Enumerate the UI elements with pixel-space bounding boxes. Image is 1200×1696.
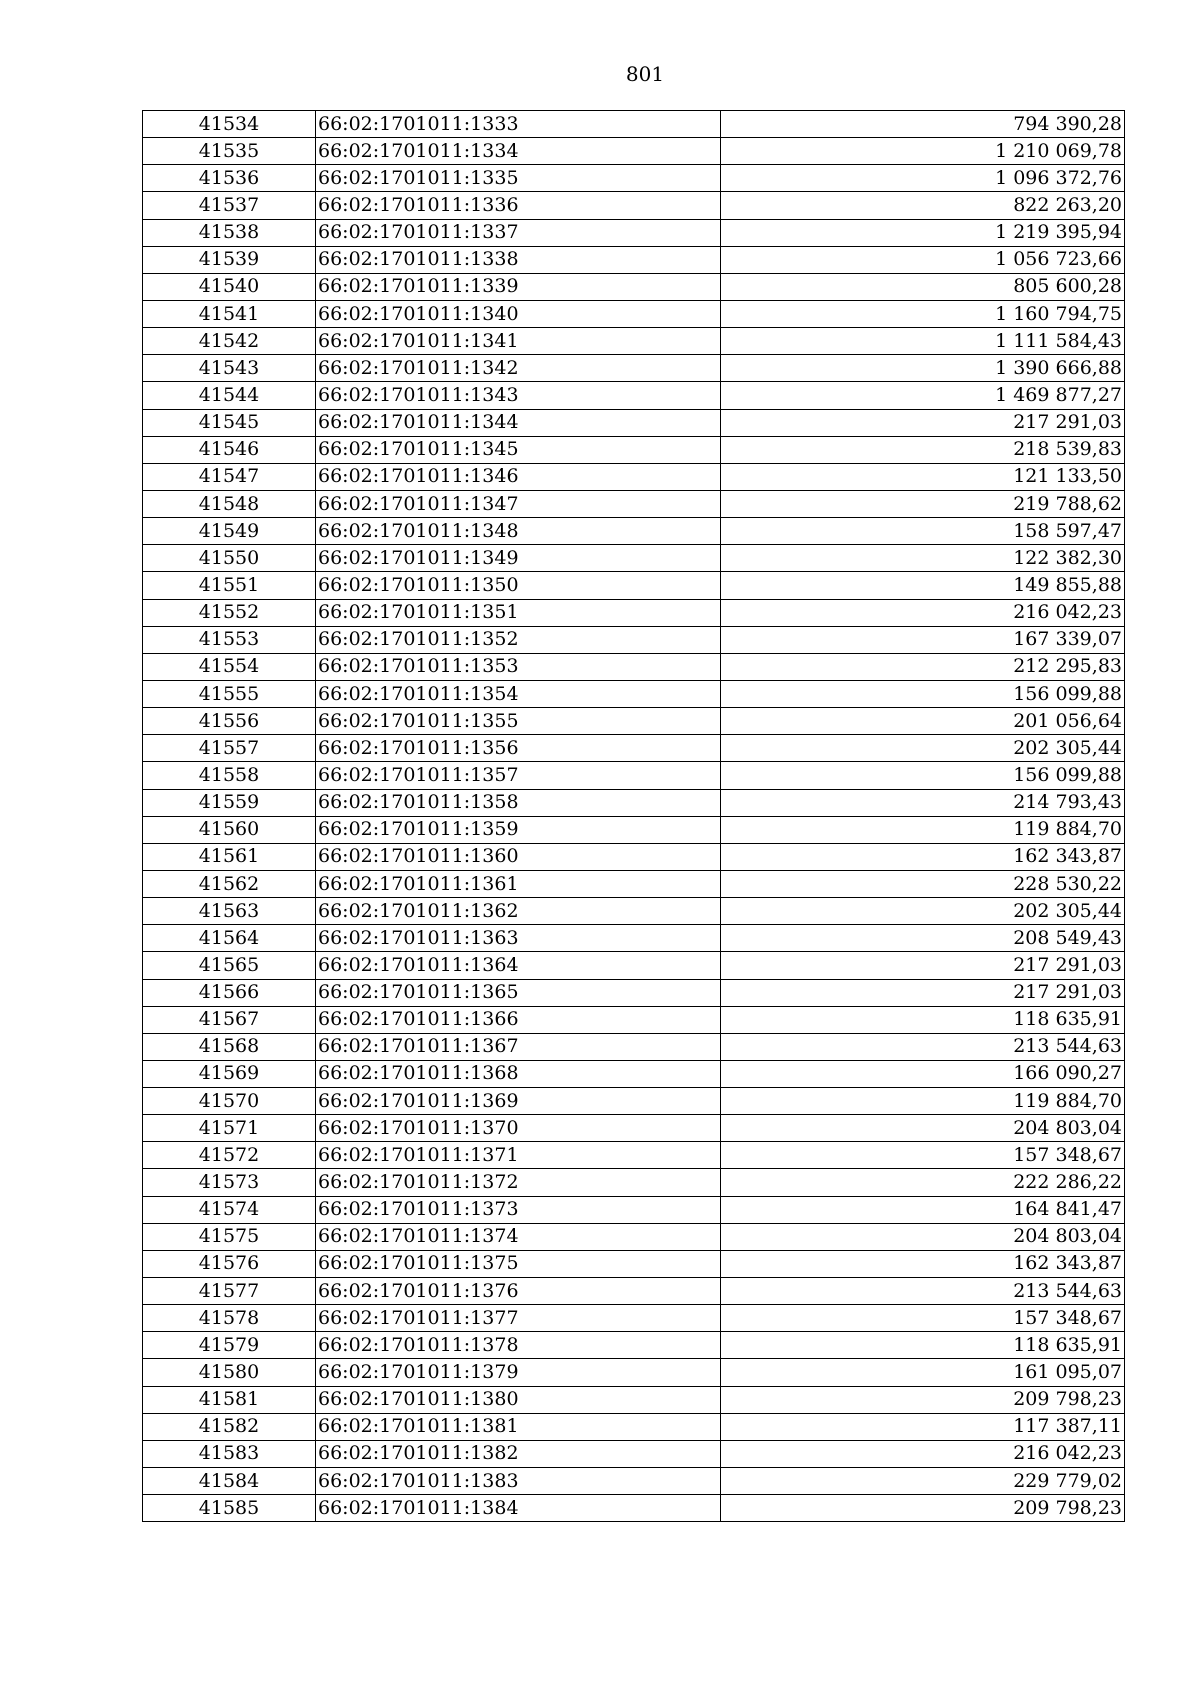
row-number-cell: 41568 xyxy=(143,1033,316,1060)
table-row xyxy=(143,1468,1125,1495)
cadastral-value-cell: 1 390 666,88 xyxy=(721,355,1125,382)
row-number-cell: 41576 xyxy=(143,1250,316,1277)
table-row xyxy=(143,952,1125,979)
cadastral-number-cell: 66:02:1701011:1346 xyxy=(316,463,721,490)
cadastral-number-cell: 66:02:1701011:1336 xyxy=(316,192,721,219)
cadastral-number-cell: 66:02:1701011:1371 xyxy=(316,1142,721,1169)
row-number-cell: 41574 xyxy=(143,1196,316,1223)
row-number-cell: 41583 xyxy=(143,1440,316,1467)
cadastral-value-cell: 119 884,70 xyxy=(721,816,1125,843)
row-number-cell: 41538 xyxy=(143,219,316,246)
row-number-cell: 41571 xyxy=(143,1115,316,1142)
row-number-cell: 41545 xyxy=(143,409,316,436)
row-number-cell: 41535 xyxy=(143,138,316,165)
cadastral-number-cell: 66:02:1701011:1383 xyxy=(316,1468,721,1495)
table-row xyxy=(143,789,1125,816)
cadastral-value-cell: 162 343,87 xyxy=(721,1250,1125,1277)
table-row xyxy=(143,463,1125,490)
table-row xyxy=(143,192,1125,219)
row-number-cell: 41549 xyxy=(143,518,316,545)
cadastral-value-cell: 1 096 372,76 xyxy=(721,165,1125,192)
cadastral-value-cell: 219 788,62 xyxy=(721,490,1125,517)
cadastral-value-cell: 157 348,67 xyxy=(721,1305,1125,1332)
cadastral-value-cell: 217 291,03 xyxy=(721,979,1125,1006)
cadastral-number-cell: 66:02:1701011:1380 xyxy=(316,1386,721,1413)
table-row xyxy=(143,653,1125,680)
table-row xyxy=(143,1088,1125,1115)
row-number-cell: 41550 xyxy=(143,545,316,572)
row-number-cell: 41543 xyxy=(143,355,316,382)
cadastral-number-cell: 66:02:1701011:1382 xyxy=(316,1440,721,1467)
table-row xyxy=(143,436,1125,463)
row-number-cell: 41567 xyxy=(143,1006,316,1033)
row-number-cell: 41565 xyxy=(143,952,316,979)
table-row xyxy=(143,490,1125,517)
table-row xyxy=(143,1142,1125,1169)
table-row xyxy=(143,382,1125,409)
cadastral-value-cell: 167 339,07 xyxy=(721,626,1125,653)
cadastral-number-cell: 66:02:1701011:1351 xyxy=(316,599,721,626)
cadastral-value-cell: 822 263,20 xyxy=(721,192,1125,219)
row-number-cell: 41577 xyxy=(143,1278,316,1305)
table-row xyxy=(143,680,1125,707)
row-number-cell: 41561 xyxy=(143,843,316,870)
table-row xyxy=(143,273,1125,300)
table-row xyxy=(143,572,1125,599)
row-number-cell: 41584 xyxy=(143,1468,316,1495)
cadastral-number-cell: 66:02:1701011:1375 xyxy=(316,1250,721,1277)
cadastral-value-cell: 166 090,27 xyxy=(721,1060,1125,1087)
cadastral-value-cell: 216 042,23 xyxy=(721,1440,1125,1467)
cadastral-number-cell: 66:02:1701011:1379 xyxy=(316,1359,721,1386)
row-number-cell: 41552 xyxy=(143,599,316,626)
row-number-cell: 41540 xyxy=(143,273,316,300)
cadastral-number-cell: 66:02:1701011:1348 xyxy=(316,518,721,545)
cadastral-value-cell: 208 549,43 xyxy=(721,925,1125,952)
cadastral-value-cell: 157 348,67 xyxy=(721,1142,1125,1169)
row-number-cell: 41580 xyxy=(143,1359,316,1386)
row-number-cell: 41541 xyxy=(143,300,316,327)
table-row xyxy=(143,355,1125,382)
cadastral-value-cell: 216 042,23 xyxy=(721,599,1125,626)
cadastral-number-cell: 66:02:1701011:1340 xyxy=(316,300,721,327)
table-row xyxy=(143,1359,1125,1386)
table-row xyxy=(143,1006,1125,1033)
cadastral-value-cell: 119 884,70 xyxy=(721,1088,1125,1115)
cadastral-number-cell: 66:02:1701011:1357 xyxy=(316,762,721,789)
row-number-cell: 41564 xyxy=(143,925,316,952)
table-row xyxy=(143,1033,1125,1060)
page-number: 801 xyxy=(625,62,665,86)
cadastral-value-cell: 217 291,03 xyxy=(721,409,1125,436)
cadastral-number-cell: 66:02:1701011:1366 xyxy=(316,1006,721,1033)
cadastral-value-cell: 209 798,23 xyxy=(721,1386,1125,1413)
row-number-cell: 41566 xyxy=(143,979,316,1006)
row-number-cell: 41553 xyxy=(143,626,316,653)
cadastral-number-cell: 66:02:1701011:1343 xyxy=(316,382,721,409)
cadastral-value-table xyxy=(142,110,1125,1522)
table-row xyxy=(143,246,1125,273)
table-row xyxy=(143,545,1125,572)
cadastral-value-cell: 212 295,83 xyxy=(721,653,1125,680)
row-number-cell: 41544 xyxy=(143,382,316,409)
table-row xyxy=(143,1250,1125,1277)
row-number-cell: 41582 xyxy=(143,1413,316,1440)
table-row xyxy=(143,925,1125,952)
cadastral-value-cell: 213 544,63 xyxy=(721,1033,1125,1060)
row-number-cell: 41554 xyxy=(143,653,316,680)
row-number-cell: 41569 xyxy=(143,1060,316,1087)
cadastral-number-cell: 66:02:1701011:1358 xyxy=(316,789,721,816)
cadastral-number-cell: 66:02:1701011:1338 xyxy=(316,246,721,273)
cadastral-number-cell: 66:02:1701011:1345 xyxy=(316,436,721,463)
row-number-cell: 41579 xyxy=(143,1332,316,1359)
cadastral-number-cell: 66:02:1701011:1350 xyxy=(316,572,721,599)
table-row xyxy=(143,1386,1125,1413)
row-number-cell: 41573 xyxy=(143,1169,316,1196)
cadastral-value-cell: 202 305,44 xyxy=(721,735,1125,762)
row-number-cell: 41555 xyxy=(143,680,316,707)
cadastral-number-cell: 66:02:1701011:1342 xyxy=(316,355,721,382)
cadastral-value-cell: 158 597,47 xyxy=(721,518,1125,545)
table-row xyxy=(143,626,1125,653)
cadastral-number-cell: 66:02:1701011:1359 xyxy=(316,816,721,843)
cadastral-value-cell: 201 056,64 xyxy=(721,708,1125,735)
row-number-cell: 41562 xyxy=(143,870,316,897)
cadastral-value-cell: 1 210 069,78 xyxy=(721,138,1125,165)
table-row xyxy=(143,1440,1125,1467)
row-number-cell: 41556 xyxy=(143,708,316,735)
table-row xyxy=(143,870,1125,897)
row-number-cell: 41547 xyxy=(143,463,316,490)
cadastral-number-cell: 66:02:1701011:1361 xyxy=(316,870,721,897)
table-row xyxy=(143,328,1125,355)
table-row xyxy=(143,1495,1125,1522)
cadastral-value-cell: 156 099,88 xyxy=(721,762,1125,789)
cadastral-number-cell: 66:02:1701011:1353 xyxy=(316,653,721,680)
cadastral-value-cell: 121 133,50 xyxy=(721,463,1125,490)
row-number-cell: 41570 xyxy=(143,1088,316,1115)
table-row xyxy=(143,979,1125,1006)
row-number-cell: 41551 xyxy=(143,572,316,599)
row-number-cell: 41539 xyxy=(143,246,316,273)
cadastral-number-cell: 66:02:1701011:1370 xyxy=(316,1115,721,1142)
table-row xyxy=(143,1115,1125,1142)
cadastral-number-cell: 66:02:1701011:1372 xyxy=(316,1169,721,1196)
cadastral-number-cell: 66:02:1701011:1360 xyxy=(316,843,721,870)
cadastral-value-cell: 214 793,43 xyxy=(721,789,1125,816)
row-number-cell: 41572 xyxy=(143,1142,316,1169)
row-number-cell: 41559 xyxy=(143,789,316,816)
row-number-cell: 41558 xyxy=(143,762,316,789)
cadastral-number-cell: 66:02:1701011:1377 xyxy=(316,1305,721,1332)
cadastral-value-cell: 222 286,22 xyxy=(721,1169,1125,1196)
cadastral-number-cell: 66:02:1701011:1341 xyxy=(316,328,721,355)
table-row xyxy=(143,735,1125,762)
table-row xyxy=(143,1169,1125,1196)
cadastral-value-cell: 218 539,83 xyxy=(721,436,1125,463)
cadastral-value-cell: 149 855,88 xyxy=(721,572,1125,599)
cadastral-value-cell: 1 056 723,66 xyxy=(721,246,1125,273)
cadastral-number-cell: 66:02:1701011:1373 xyxy=(316,1196,721,1223)
table-row xyxy=(143,1332,1125,1359)
row-number-cell: 41546 xyxy=(143,436,316,463)
cadastral-value-cell: 118 635,91 xyxy=(721,1332,1125,1359)
table-row xyxy=(143,843,1125,870)
cadastral-value-cell: 202 305,44 xyxy=(721,898,1125,925)
table-row xyxy=(143,409,1125,436)
cadastral-number-cell: 66:02:1701011:1335 xyxy=(316,165,721,192)
cadastral-value-cell: 204 803,04 xyxy=(721,1223,1125,1250)
cadastral-number-cell: 66:02:1701011:1333 xyxy=(316,111,721,138)
table-row xyxy=(143,518,1125,545)
cadastral-number-cell: 66:02:1701011:1352 xyxy=(316,626,721,653)
row-number-cell: 41548 xyxy=(143,490,316,517)
cadastral-value-cell: 805 600,28 xyxy=(721,273,1125,300)
cadastral-value-cell: 1 219 395,94 xyxy=(721,219,1125,246)
table-row xyxy=(143,708,1125,735)
row-number-cell: 41563 xyxy=(143,898,316,925)
table-row xyxy=(143,1060,1125,1087)
cadastral-value-cell: 209 798,23 xyxy=(721,1495,1125,1522)
cadastral-number-cell: 66:02:1701011:1347 xyxy=(316,490,721,517)
cadastral-value-cell: 118 635,91 xyxy=(721,1006,1125,1033)
table-row xyxy=(143,599,1125,626)
cadastral-number-cell: 66:02:1701011:1344 xyxy=(316,409,721,436)
cadastral-value-cell: 228 530,22 xyxy=(721,870,1125,897)
cadastral-value-cell: 1 160 794,75 xyxy=(721,300,1125,327)
table-row xyxy=(143,111,1125,138)
cadastral-number-cell: 66:02:1701011:1349 xyxy=(316,545,721,572)
cadastral-number-cell: 66:02:1701011:1376 xyxy=(316,1278,721,1305)
cadastral-number-cell: 66:02:1701011:1339 xyxy=(316,273,721,300)
cadastral-number-cell: 66:02:1701011:1368 xyxy=(316,1060,721,1087)
row-number-cell: 41575 xyxy=(143,1223,316,1250)
cadastral-number-cell: 66:02:1701011:1337 xyxy=(316,219,721,246)
table-row xyxy=(143,1278,1125,1305)
cadastral-value-cell: 122 382,30 xyxy=(721,545,1125,572)
row-number-cell: 41585 xyxy=(143,1495,316,1522)
cadastral-number-cell: 66:02:1701011:1369 xyxy=(316,1088,721,1115)
cadastral-number-cell: 66:02:1701011:1334 xyxy=(316,138,721,165)
table-row xyxy=(143,300,1125,327)
cadastral-value-cell: 794 390,28 xyxy=(721,111,1125,138)
cadastral-number-cell: 66:02:1701011:1378 xyxy=(316,1332,721,1359)
cadastral-value-cell: 213 544,63 xyxy=(721,1278,1125,1305)
cadastral-number-cell: 66:02:1701011:1381 xyxy=(316,1413,721,1440)
table-row xyxy=(143,816,1125,843)
table-row xyxy=(143,762,1125,789)
row-number-cell: 41537 xyxy=(143,192,316,219)
cadastral-value-cell: 204 803,04 xyxy=(721,1115,1125,1142)
row-number-cell: 41534 xyxy=(143,111,316,138)
cadastral-number-cell: 66:02:1701011:1354 xyxy=(316,680,721,707)
cadastral-number-cell: 66:02:1701011:1356 xyxy=(316,735,721,762)
cadastral-value-cell: 161 095,07 xyxy=(721,1359,1125,1386)
cadastral-value-cell: 1 111 584,43 xyxy=(721,328,1125,355)
cadastral-number-cell: 66:02:1701011:1374 xyxy=(316,1223,721,1250)
cadastral-number-cell: 66:02:1701011:1365 xyxy=(316,979,721,1006)
cadastral-number-cell: 66:02:1701011:1367 xyxy=(316,1033,721,1060)
row-number-cell: 41536 xyxy=(143,165,316,192)
cadastral-number-cell: 66:02:1701011:1363 xyxy=(316,925,721,952)
row-number-cell: 41542 xyxy=(143,328,316,355)
cadastral-value-cell: 156 099,88 xyxy=(721,680,1125,707)
cadastral-value-cell: 164 841,47 xyxy=(721,1196,1125,1223)
row-number-cell: 41581 xyxy=(143,1386,316,1413)
cadastral-value-cell: 117 387,11 xyxy=(721,1413,1125,1440)
table-row xyxy=(143,1413,1125,1440)
cadastral-number-cell: 66:02:1701011:1364 xyxy=(316,952,721,979)
table-row xyxy=(143,165,1125,192)
cadastral-value-cell: 162 343,87 xyxy=(721,843,1125,870)
table-row xyxy=(143,1305,1125,1332)
table-row xyxy=(143,219,1125,246)
cadastral-value-cell: 229 779,02 xyxy=(721,1468,1125,1495)
table-row xyxy=(143,1196,1125,1223)
cadastral-number-cell: 66:02:1701011:1355 xyxy=(316,708,721,735)
row-number-cell: 41578 xyxy=(143,1305,316,1332)
table-body xyxy=(143,111,1125,1522)
row-number-cell: 41560 xyxy=(143,816,316,843)
table-row xyxy=(143,1223,1125,1250)
table-row xyxy=(143,138,1125,165)
row-number-cell: 41557 xyxy=(143,735,316,762)
cadastral-number-cell: 66:02:1701011:1362 xyxy=(316,898,721,925)
cadastral-value-cell: 1 469 877,27 xyxy=(721,382,1125,409)
cadastral-value-cell: 217 291,03 xyxy=(721,952,1125,979)
table-row xyxy=(143,898,1125,925)
cadastral-number-cell: 66:02:1701011:1384 xyxy=(316,1495,721,1522)
